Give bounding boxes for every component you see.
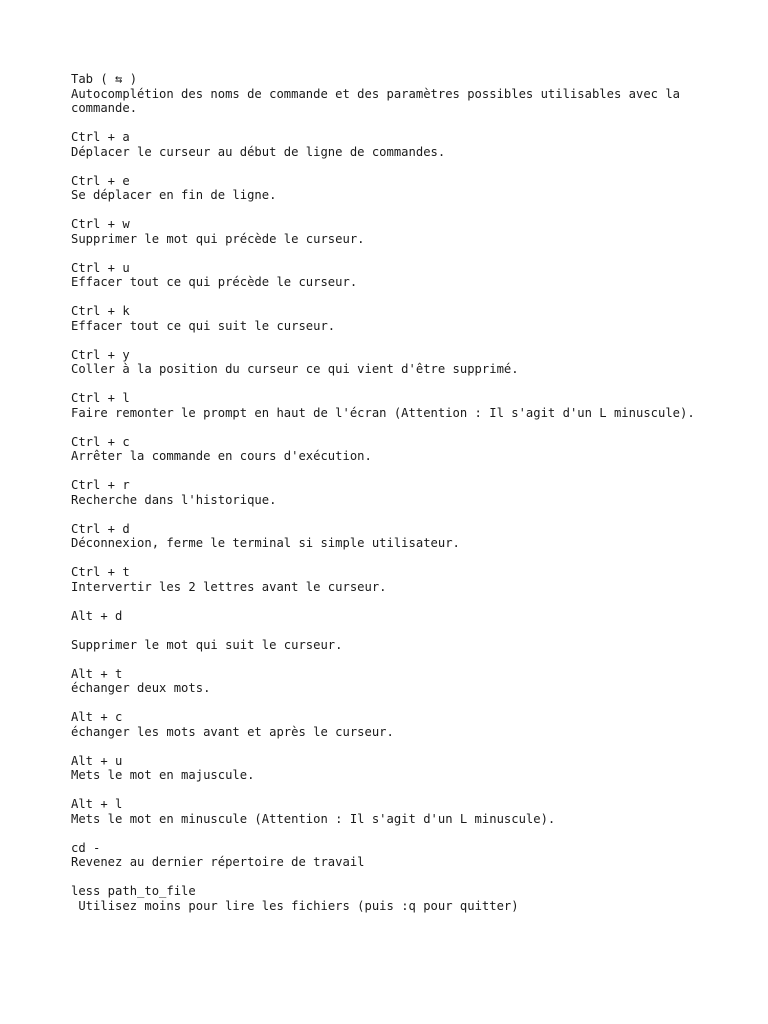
shortcut-entry-ctrl-w [71,217,721,246]
shortcut-key: Ctrl + w [71,217,130,231]
shortcut-key: Alt + t [71,666,123,681]
shortcut-entry-ctrl-d [71,522,721,551]
shortcut-description: Autocomplétion des noms de commande et des paramètres possibles utilisables avec la commande. [71,86,688,115]
shortcut-entry-ctrl-t [71,565,721,594]
shortcut-description: Effacer tout ce qui suit le curseur. [71,318,336,333]
shortcut-entry-ctrl-u [71,261,721,290]
shortcut-key: Alt + u [71,753,123,768]
shortcut-key: Ctrl + l [71,391,130,405]
shortcut-description: Déplacer le curseur au début de ligne de commandes. [71,144,446,159]
shortcut-description: Mets le mot en minuscule (Attention : Il s'agit d'un L minuscule). [71,811,556,826]
shortcut-key: Ctrl + k [71,304,130,318]
shortcut-description: Supprimer le mot qui précède le curseur. [71,231,365,246]
shortcut-key: Tab ( ⇆ ) [71,72,138,86]
shortcut-key: less path_to_file [71,884,196,898]
shortcut-entry-alt-c [71,710,721,739]
shortcut-entry-ctrl-e [71,174,721,203]
shortcut-description: Arrêter la commande en cours d'exécution. [71,449,372,463]
shortcut-description: Déconnexion, ferme le terminal si simple utilisateur. [71,536,460,550]
shortcut-description: Utilisez moins pour lire les fichiers (puis :q pour quitter) [71,898,519,913]
shortcut-entry-tab [71,72,721,116]
shortcut-entry-alt-t [71,667,721,696]
blank-line [71,623,721,638]
shortcut-key: Ctrl + a [71,130,130,144]
shortcut-description: Recherche dans l'historique. [71,492,277,507]
shortcut-description: Coller à la position du curseur ce qui vient d'être supprimé. [71,362,519,376]
shortcut-key: Alt + l [71,797,123,811]
document-page [71,72,721,928]
shortcut-entry-ctrl-k [71,304,721,333]
shortcut-key: Ctrl + t [71,565,130,579]
shortcut-entry-cd [71,841,721,870]
shortcut-description: échanger deux mots. [71,681,211,695]
shortcut-entry-alt-u [71,754,721,783]
shortcut-key: Ctrl + e [71,173,130,188]
shortcut-entry-ctrl-a [71,130,721,159]
shortcut-description: Revenez au dernier répertoire de travail [71,855,365,869]
shortcut-description: Supprimer le mot qui suit le curseur. [71,637,343,652]
shortcut-description: Intervertir les 2 lettres avant le curseur. [71,579,387,594]
shortcut-key: Ctrl + d [71,521,130,536]
shortcut-key: cd - [71,840,101,855]
shortcut-entry-alt-l [71,797,721,826]
shortcut-description: Faire remonter le prompt en haut de l'écran (Attention : Il s'agit d'un L minuscule). [71,405,695,420]
shortcut-key: Ctrl + c [71,434,130,449]
shortcut-entry-ctrl-c [71,435,721,464]
shortcut-description: Effacer tout ce qui précède le curseur. [71,275,358,289]
shortcut-entry-ctrl-r [71,478,721,507]
shortcut-key: Ctrl + y [71,347,130,362]
shortcut-entry-less [71,884,721,913]
shortcut-key: Ctrl + u [71,260,130,275]
shortcut-description: échanger les mots avant et après le curseur. [71,724,394,739]
shortcut-key: Alt + d [71,608,123,623]
shortcut-key: Alt + c [71,710,123,724]
shortcut-entry-ctrl-y [71,348,721,377]
shortcut-entry-alt-d [71,609,721,653]
shortcut-entry-ctrl-l [71,391,721,420]
shortcut-description: Mets le mot en majuscule. [71,768,255,782]
shortcut-description: Se déplacer en fin de ligne. [71,188,277,202]
shortcut-key: Ctrl + r [71,478,130,492]
